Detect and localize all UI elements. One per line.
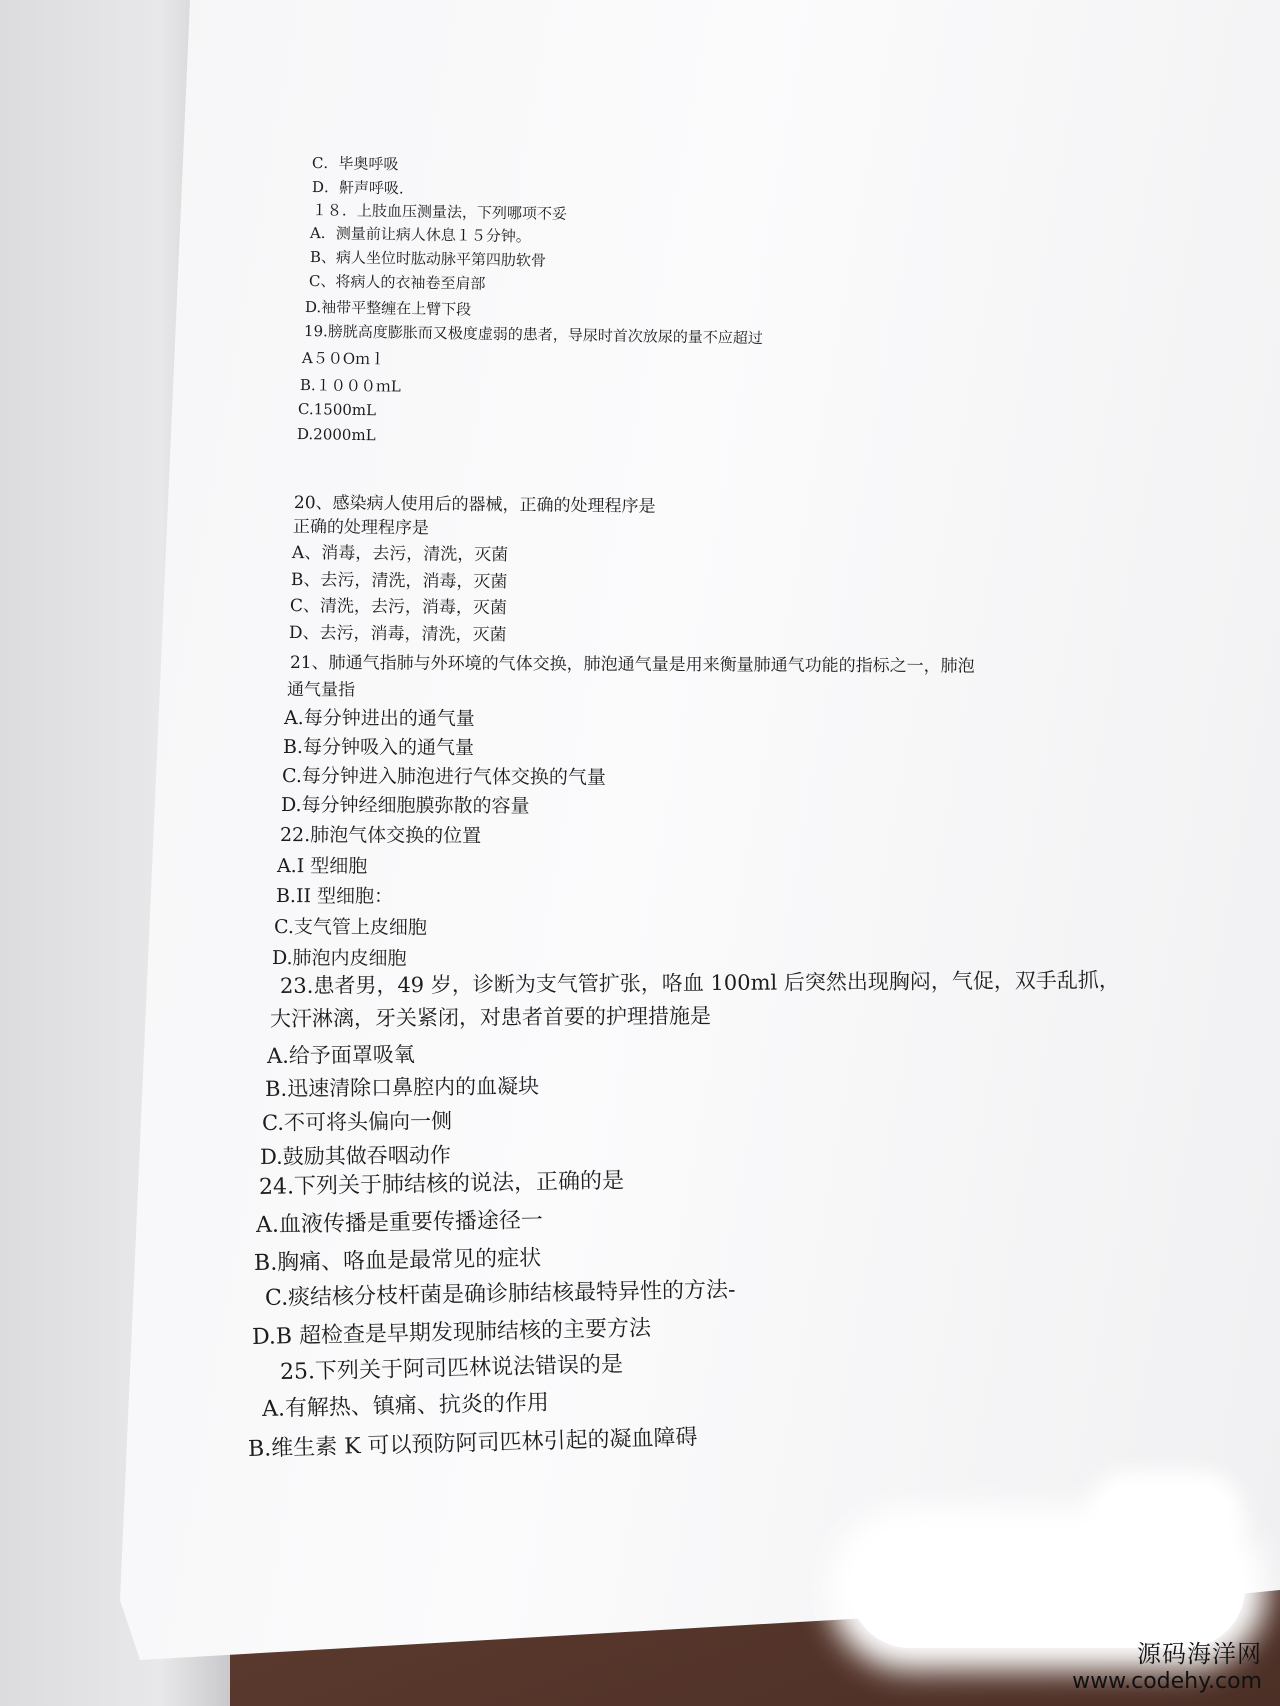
text-line: 通气量指 xyxy=(286,680,356,701)
watermark xyxy=(1072,1634,1262,1694)
text-line: A.I 型细胞 xyxy=(276,855,368,878)
text-line: B.１０００ｍL xyxy=(299,376,401,396)
text-line: B、去污，清洗，消毒，灭菌 xyxy=(290,570,508,593)
text-line: C、清洗，去污，消毒，灭菌 xyxy=(289,596,508,619)
text-line: 20、感染病人使用后的器械，正确的处理程序是 xyxy=(293,493,656,517)
text-line: D.鼓励其做吞咽动作 xyxy=(259,1143,451,1169)
text-line: A.有解热、镇痛、抗炎的作用 xyxy=(261,1390,550,1422)
watermark-name: 源码海洋网 xyxy=(1137,1640,1262,1668)
text-line: 22.肺泡气体交换的位置 xyxy=(279,824,482,848)
text-line: A.给予面罩吸氧 xyxy=(266,1042,415,1068)
text-line: 21、肺通气指肺与外环境的气体交换，肺泡通气量是用来衡量肺通气功能的指标之一，肺泡 xyxy=(289,653,975,677)
text-line: 24.下列关于肺结核的说法，正确的是 xyxy=(258,1168,625,1200)
text-line: C.支气管上皮细胞 xyxy=(273,916,427,939)
text-line: C．毕奥呼吸 xyxy=(311,154,399,174)
text-line: C.每分钟进入肺泡进行气体交换的气量 xyxy=(281,765,606,789)
redaction-blur xyxy=(850,1528,1245,1648)
text-line: D.肺泡内皮细胞 xyxy=(271,947,407,970)
text-line: C.不可将头偏向一侧 xyxy=(261,1109,453,1135)
text-line: D.2000mL xyxy=(296,425,376,445)
text-line: １８．上肢血压测量法，下列哪项不妥 xyxy=(311,201,568,224)
text-line: C.1500mL xyxy=(297,400,377,420)
text-line: A５０Oｍｌ xyxy=(301,349,386,369)
text-line: D.每分钟经细胞膜弥散的容量 xyxy=(280,794,530,818)
text-line: 正确的处理程序是 xyxy=(292,517,430,539)
text-line: 19.膀胱高度膨胀而又极度虚弱的患者，导尿时首次放尿的量不应超过 xyxy=(303,322,763,348)
text-line: D、去污，消毒，清洗，灭菌 xyxy=(288,623,507,646)
text-line: B.迅速清除口鼻腔内的血凝块 xyxy=(264,1074,540,1101)
text-line: A.血液传播是重要传播途径一 xyxy=(255,1207,544,1238)
text-line: B、病人坐位时肱动脉平第四肋软骨 xyxy=(309,248,547,270)
text-line: D．鼾声呼吸. xyxy=(311,178,404,198)
text-line: A．测量前让病人休息１５分钟。 xyxy=(309,224,531,246)
text-line: D.袖带平整缠在上臂下段 xyxy=(304,298,472,319)
text-line: 23.患者男，49 岁，诊断为支气管扩张，咯血 100ml 后突然出现胸闷，气促，双手乱抓， xyxy=(279,968,1120,998)
text-line: B.每分钟吸入的通气量 xyxy=(282,736,475,759)
text-line: D.B 超检查是早期发现肺结核的主要方法 xyxy=(251,1315,652,1350)
text-line: C.痰结核分枝杆菌是确诊肺结核最特异性的方法- xyxy=(264,1277,736,1311)
text-line: B.胸痛、咯血是最常见的症状 xyxy=(253,1245,542,1276)
text-line: 25.下列关于阿司匹林说法错误的是 xyxy=(279,1352,624,1385)
text-line: A.每分钟进出的通气量 xyxy=(283,707,475,730)
text-line: 大汗淋漓，牙关紧闭，对患者首要的护理措施是 xyxy=(269,1003,712,1031)
watermark-url: www.codehy.com xyxy=(1072,1669,1262,1694)
text-line: C、将病人的衣袖卷至肩部 xyxy=(308,272,486,293)
text-line: B.II 型细胞： xyxy=(275,885,394,908)
text-line: B.维生素 K 可以预防阿司匹林引起的凝血障碍 xyxy=(247,1425,698,1462)
text-line: A、消毒，去污，清洗，灭菌 xyxy=(291,543,509,566)
